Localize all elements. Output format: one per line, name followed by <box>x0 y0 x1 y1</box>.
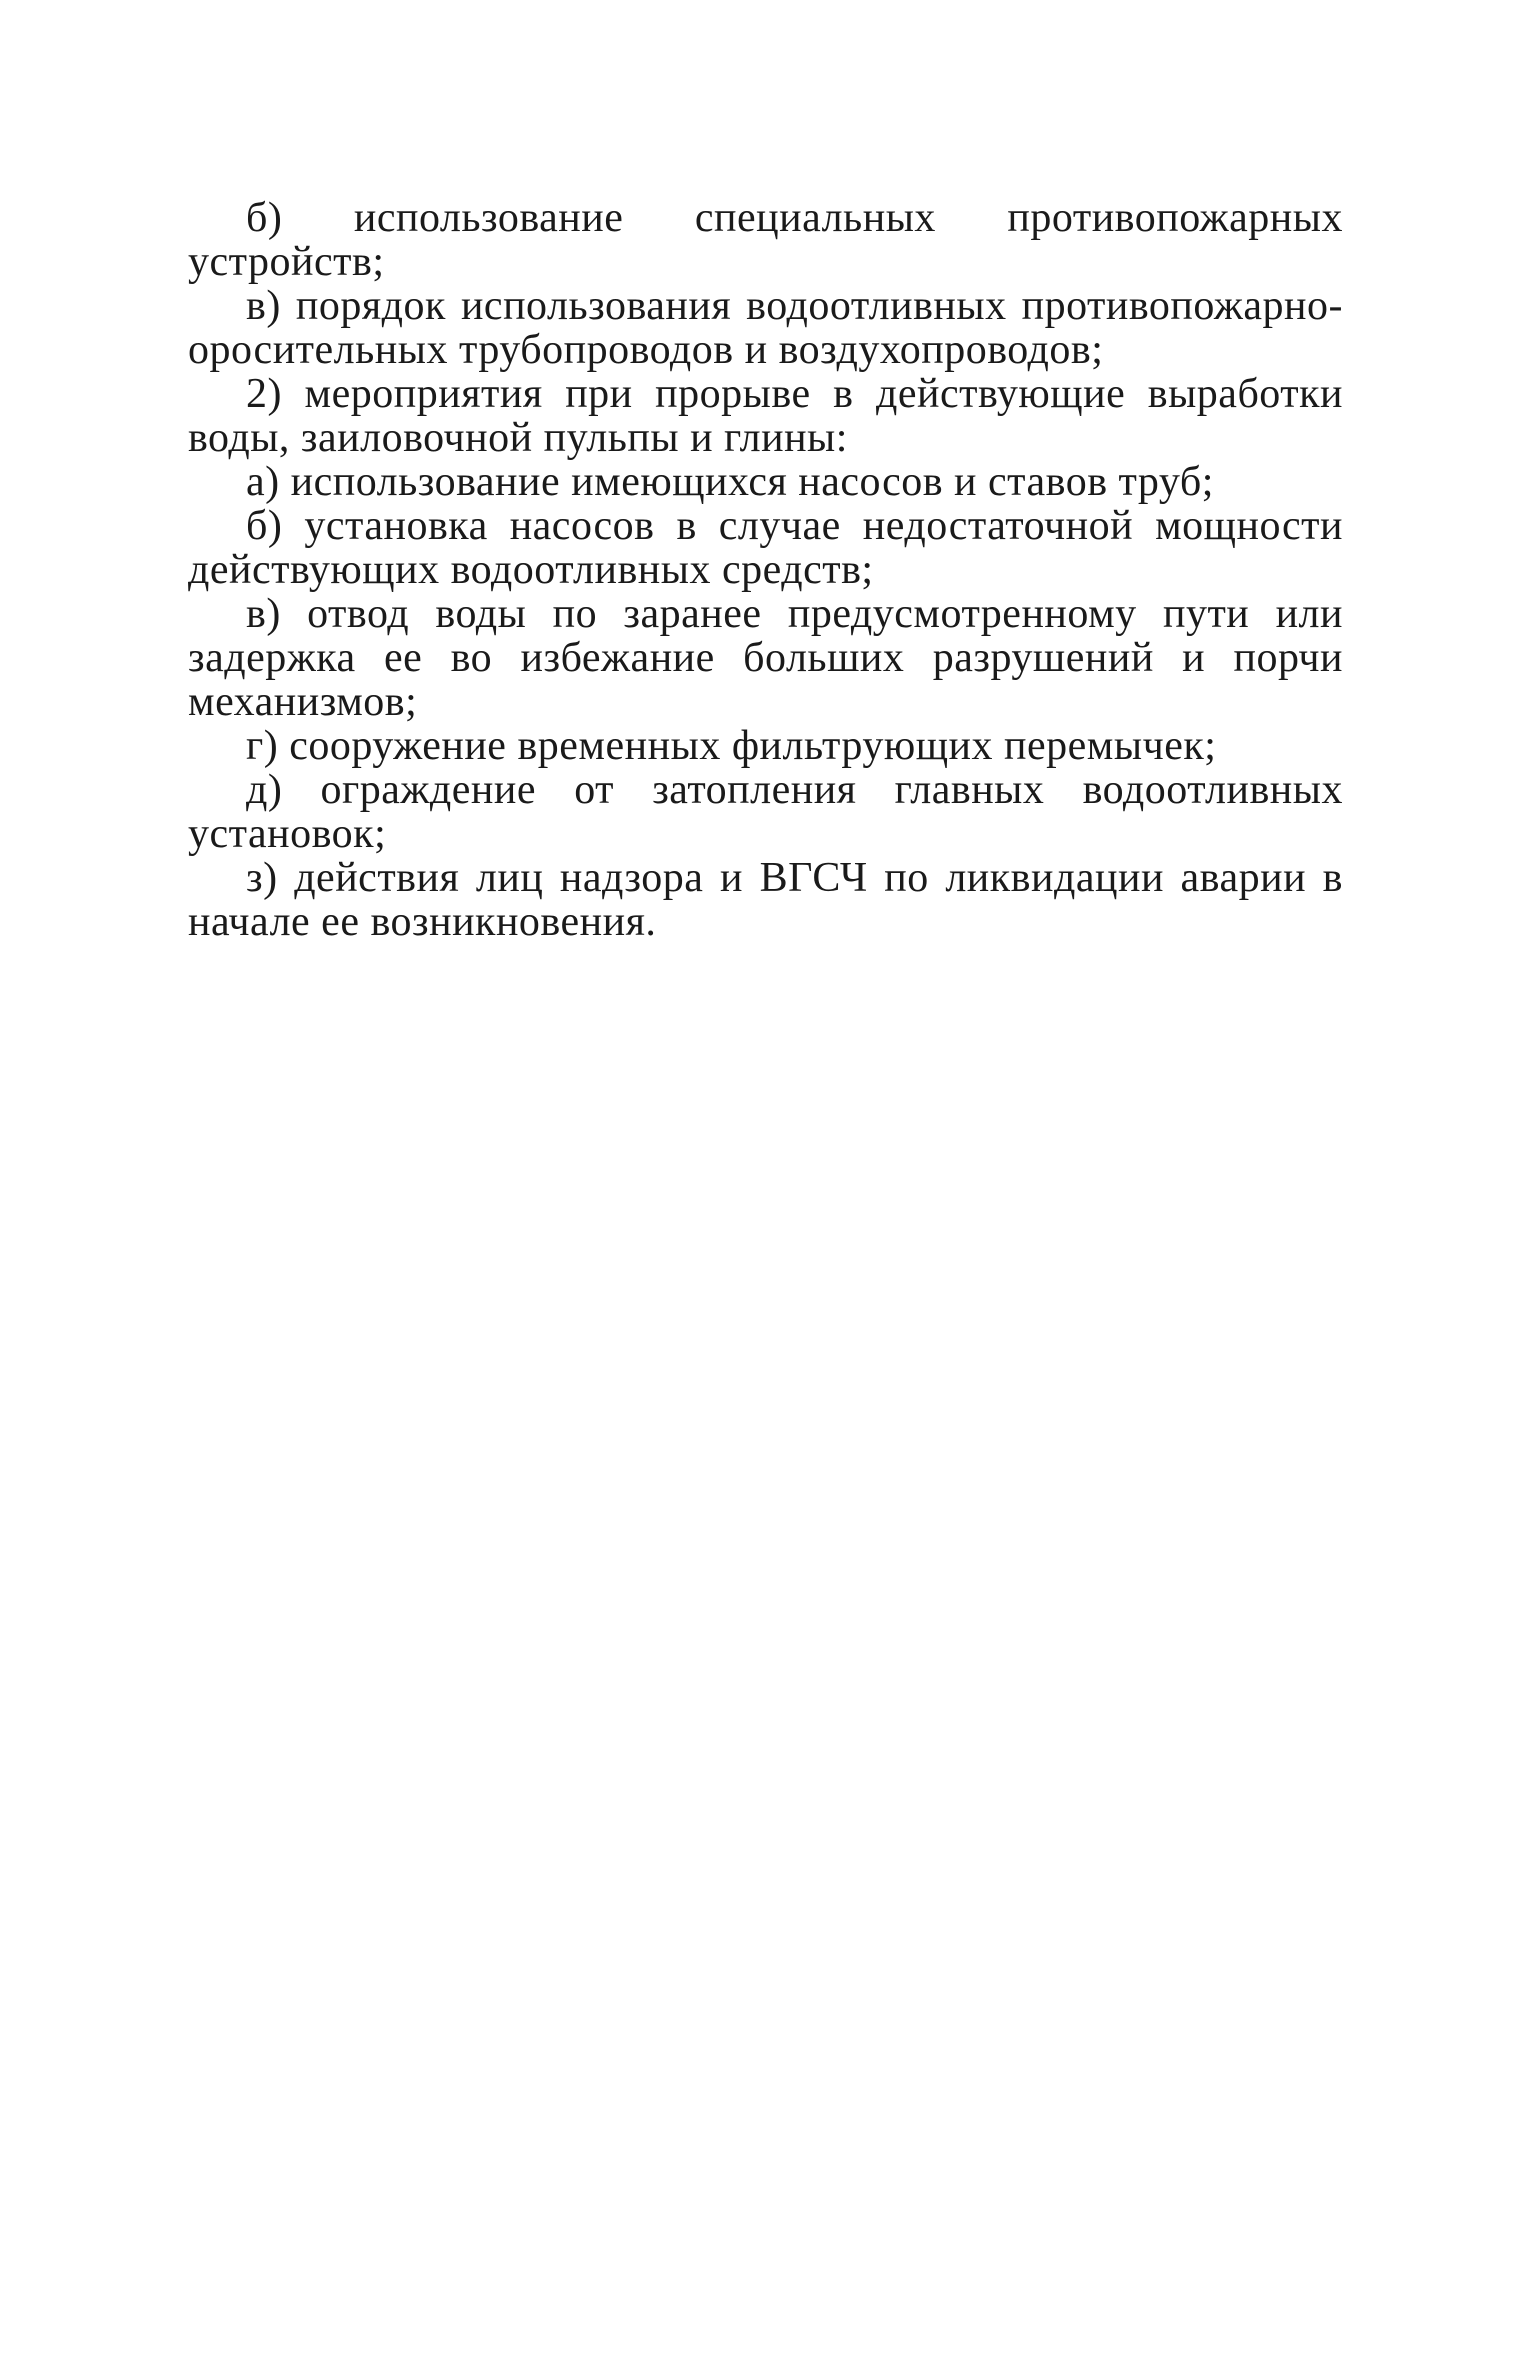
paragraph-b-fire-devices: б) использование специальных противопожарных устройств; <box>188 195 1343 285</box>
paragraph-a-pumps: а) использование имеющихся насосов и ставов труб; <box>246 459 1214 505</box>
paragraph-d-flood-protection: д) ограждение от затопления главных водоотливных установок; <box>188 767 1343 857</box>
document-body <box>188 196 1343 944</box>
paragraph-b-pump-install: б) установка насосов в случае недостаточной мощности действующих водоотливных средств; <box>188 503 1343 593</box>
paragraph-z-supervisors-actions: з) действия лиц надзора и ВГСЧ по ликвидации аварии в начале ее возникновения. <box>188 855 1343 945</box>
paragraph-v-water-diversion: в) отвод воды по заранее предусмотренному пути или задержка ее во избежание больших разрушений и порчи механизмов; <box>188 591 1343 725</box>
paragraph-g-filter-bulkheads: г) сооружение временных фильтрующих перемычек; <box>246 723 1217 769</box>
paragraph-v-pipelines: в) порядок использования водоотливных противопожарно-оросительных трубопроводов и воздухопроводов; <box>188 283 1343 373</box>
paragraph-2-breakthrough-measures: 2) мероприятия при прорыве в действующие выработки воды, заиловочной пульпы и глины: <box>188 371 1343 461</box>
